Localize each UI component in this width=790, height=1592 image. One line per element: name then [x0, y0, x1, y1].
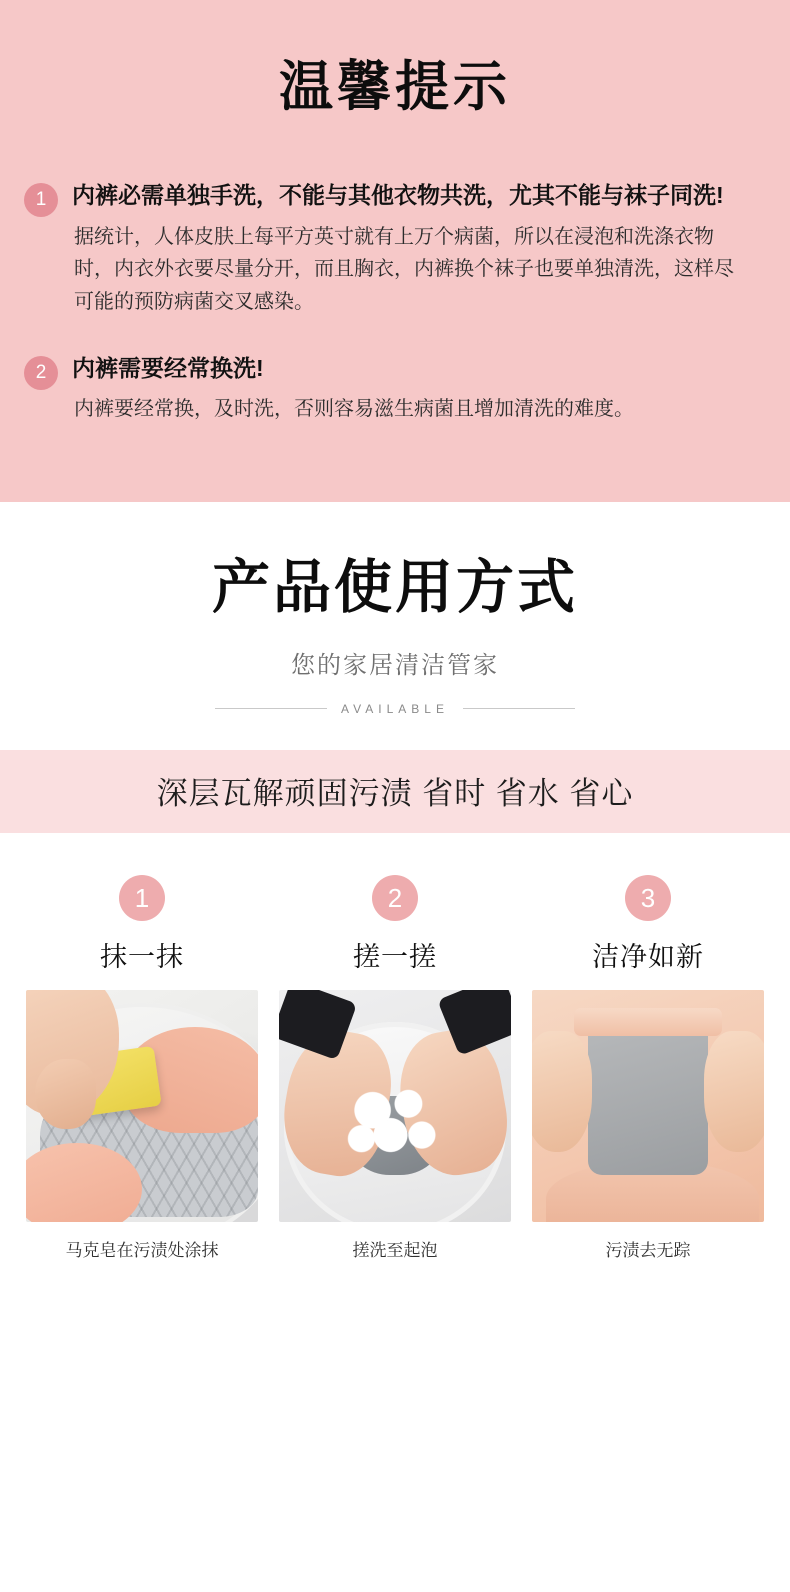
tips-title: 温馨提示 [279, 57, 511, 117]
tips-section [0, 0, 790, 502]
banner-text: 深层瓦解顽固污渍 省时 省水 省心 [156, 775, 634, 811]
available-label: AVAILABLE [341, 701, 449, 716]
step-label: 搓一搓 [353, 941, 437, 972]
clean-underwear-photo [532, 990, 764, 1222]
tip-heading: 内裤需要经常换洗! [72, 354, 264, 381]
usage-subtitle: 您的家居清洁管家 [291, 651, 499, 679]
left-hand-shape [532, 1031, 592, 1152]
tip-text: 内裤要经常换，及时洗，否则容易滋生病菌且增加清洗的难度。 [74, 398, 634, 421]
hand-applying-soap-photo [26, 990, 258, 1222]
grey-panel-shape [588, 1022, 709, 1175]
step-caption: 污渍去无踪 [605, 1240, 691, 1260]
tip-number-badge: 1 [24, 183, 58, 217]
divider-line-left [215, 708, 327, 709]
available-divider [215, 702, 575, 716]
right-hand-shape [704, 1031, 764, 1152]
hands-scrubbing-foam-photo [279, 990, 511, 1222]
step-caption: 搓洗至起泡 [352, 1240, 438, 1260]
step-item [279, 875, 511, 1261]
tip-text: 据统计，人体皮肤上每平方英寸就有上万个病菌，所以在浸泡和洗涤衣物时，内衣外衣要尽量分开，而且胸衣，内裤换个袜子也要单独清洗，这样尽可能的预防病菌交叉感染。 [74, 225, 734, 313]
step-item [532, 875, 764, 1261]
step-label: 洁净如新 [592, 941, 704, 972]
tip-body [72, 179, 742, 318]
step-item [26, 875, 258, 1261]
tip-item [0, 352, 790, 426]
steps-section [0, 833, 790, 1297]
usage-title-section [0, 502, 790, 750]
step-caption: 马克皂在污渍处涂抹 [65, 1240, 219, 1260]
thumb-shape [35, 1059, 95, 1129]
foam-shape [339, 1078, 450, 1171]
usage-title: 产品使用方式 [211, 554, 578, 620]
tip-item [0, 179, 790, 318]
tip-number-badge: 2 [24, 356, 58, 390]
step-number-badge: 1 [119, 875, 165, 921]
tip-heading: 内裤必需单独手洗，不能与其他衣物共洗，尤其不能与袜子同洗! [72, 182, 724, 209]
feature-banner [0, 750, 790, 833]
tip-body [72, 352, 742, 426]
step-number-badge: 2 [372, 875, 418, 921]
step-label: 抹一抹 [100, 941, 184, 972]
step-number-badge: 3 [625, 875, 671, 921]
divider-line-right [463, 708, 575, 709]
waistband-shape [574, 1008, 722, 1036]
